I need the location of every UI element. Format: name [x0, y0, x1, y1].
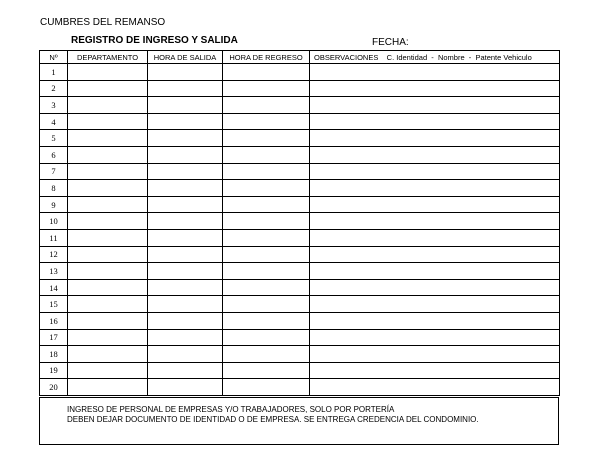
row-number: 13 — [40, 263, 68, 280]
return-time-cell[interactable] — [223, 80, 310, 97]
observations-cell[interactable] — [310, 213, 560, 230]
date-label: FECHA: — [372, 37, 409, 48]
observations-cell[interactable] — [310, 146, 560, 163]
table-row — [40, 213, 560, 230]
column-header-return-time: HORA DE REGRESO — [223, 51, 310, 64]
observations-cell[interactable] — [310, 296, 560, 313]
department-cell[interactable] — [68, 246, 148, 263]
observations-cell[interactable] — [310, 362, 560, 379]
row-number: 19 — [40, 362, 68, 379]
department-cell[interactable] — [68, 379, 148, 396]
table-row — [40, 263, 560, 280]
table-row — [40, 379, 560, 396]
return-time-cell[interactable] — [223, 379, 310, 396]
return-time-cell[interactable] — [223, 196, 310, 213]
organization-name: CUMBRES DEL REMANSO — [40, 17, 166, 28]
observations-cell[interactable] — [310, 312, 560, 329]
department-cell[interactable] — [68, 64, 148, 81]
exit-time-cell[interactable] — [148, 329, 223, 346]
return-time-cell[interactable] — [223, 312, 310, 329]
exit-time-cell[interactable] — [148, 64, 223, 81]
row-number: 2 — [40, 80, 68, 97]
row-number: 11 — [40, 229, 68, 246]
exit-time-cell[interactable] — [148, 213, 223, 230]
row-number: 9 — [40, 196, 68, 213]
exit-time-cell[interactable] — [148, 362, 223, 379]
table-row — [40, 312, 560, 329]
department-cell[interactable] — [68, 329, 148, 346]
observations-cell[interactable] — [310, 196, 560, 213]
observations-cell[interactable] — [310, 80, 560, 97]
row-number: 1 — [40, 64, 68, 81]
row-number: 20 — [40, 379, 68, 396]
department-cell[interactable] — [68, 146, 148, 163]
observations-cell[interactable] — [310, 113, 560, 130]
observations-cell[interactable] — [310, 130, 560, 147]
exit-time-cell[interactable] — [148, 163, 223, 180]
department-cell[interactable] — [68, 163, 148, 180]
return-time-cell[interactable] — [223, 113, 310, 130]
footer-line-2: DEBEN DEJAR DOCUMENTO DE IDENTIDAD O DE EMPRESA. SE ENTREGA CREDENCIA DEL CONDOMINIO. — [67, 414, 479, 424]
row-number: 18 — [40, 346, 68, 363]
department-cell[interactable] — [68, 362, 148, 379]
observations-cell[interactable] — [310, 279, 560, 296]
exit-time-cell[interactable] — [148, 229, 223, 246]
form-title: REGISTRO DE INGRESO Y SALIDA — [71, 35, 238, 46]
return-time-cell[interactable] — [223, 329, 310, 346]
table-row — [40, 229, 560, 246]
exit-time-cell[interactable] — [148, 97, 223, 114]
table-row — [40, 80, 560, 97]
table-row — [40, 362, 560, 379]
table-row — [40, 329, 560, 346]
department-cell[interactable] — [68, 312, 148, 329]
exit-time-cell[interactable] — [148, 180, 223, 197]
department-cell[interactable] — [68, 80, 148, 97]
return-time-cell[interactable] — [223, 64, 310, 81]
department-cell[interactable] — [68, 180, 148, 197]
table-row — [40, 97, 560, 114]
return-time-cell[interactable] — [223, 146, 310, 163]
row-number: 10 — [40, 213, 68, 230]
register-table — [39, 50, 560, 396]
observations-cell[interactable] — [310, 229, 560, 246]
table-row — [40, 113, 560, 130]
observations-label: OBSERVACIONES — [314, 52, 379, 62]
exit-time-cell[interactable] — [148, 312, 223, 329]
table-row — [40, 180, 560, 197]
return-time-cell[interactable] — [223, 246, 310, 263]
row-number: 15 — [40, 296, 68, 313]
table-row — [40, 146, 560, 163]
row-number: 3 — [40, 97, 68, 114]
return-time-cell[interactable] — [223, 130, 310, 147]
exit-time-cell[interactable] — [148, 296, 223, 313]
department-cell[interactable] — [68, 263, 148, 280]
department-cell[interactable] — [68, 196, 148, 213]
row-number: 6 — [40, 146, 68, 163]
row-number: 5 — [40, 130, 68, 147]
observations-cell[interactable] — [310, 379, 560, 396]
row-number: 8 — [40, 180, 68, 197]
column-header-number: Nº — [40, 51, 68, 64]
department-cell[interactable] — [68, 113, 148, 130]
row-number: 17 — [40, 329, 68, 346]
exit-time-cell[interactable] — [148, 113, 223, 130]
department-cell[interactable] — [68, 97, 148, 114]
observations-cell[interactable] — [310, 346, 560, 363]
department-cell[interactable] — [68, 130, 148, 147]
exit-time-cell[interactable] — [148, 130, 223, 147]
department-cell[interactable] — [68, 346, 148, 363]
observations-cell[interactable] — [310, 163, 560, 180]
return-time-cell[interactable] — [223, 163, 310, 180]
return-time-cell[interactable] — [223, 346, 310, 363]
exit-time-cell[interactable] — [148, 196, 223, 213]
table-row — [40, 64, 560, 81]
column-header-observations — [310, 51, 560, 64]
exit-time-cell[interactable] — [148, 379, 223, 396]
return-time-cell[interactable] — [223, 229, 310, 246]
observations-cell[interactable] — [310, 64, 560, 81]
department-cell[interactable] — [68, 213, 148, 230]
observations-cell[interactable] — [310, 180, 560, 197]
observations-cell[interactable] — [310, 263, 560, 280]
return-time-cell[interactable] — [223, 279, 310, 296]
table-row — [40, 279, 560, 296]
table-row — [40, 346, 560, 363]
table-row — [40, 296, 560, 313]
department-cell[interactable] — [68, 279, 148, 296]
return-time-cell[interactable] — [223, 213, 310, 230]
footer-line-1: INGRESO DE PERSONAL DE EMPRESAS Y/O TRABAJADORES, SOLO POR PORTERÍA — [67, 405, 395, 414]
exit-time-cell[interactable] — [148, 246, 223, 263]
table-body — [40, 64, 560, 396]
table-header-row — [40, 51, 560, 64]
exit-time-cell[interactable] — [148, 80, 223, 97]
observations-detail: C. Identidad - Nombre - Patente Vehiculo — [386, 52, 532, 62]
column-header-exit-time: HORA DE SALIDA — [148, 51, 223, 64]
exit-time-cell[interactable] — [148, 263, 223, 280]
exit-time-cell[interactable] — [148, 279, 223, 296]
observations-cell[interactable] — [310, 246, 560, 263]
return-time-cell[interactable] — [223, 97, 310, 114]
return-time-cell[interactable] — [223, 180, 310, 197]
department-cell[interactable] — [68, 296, 148, 313]
table-row — [40, 246, 560, 263]
table-row — [40, 163, 560, 180]
exit-time-cell[interactable] — [148, 346, 223, 363]
row-number: 7 — [40, 163, 68, 180]
row-number: 12 — [40, 246, 68, 263]
exit-time-cell[interactable] — [148, 146, 223, 163]
observations-cell[interactable] — [310, 329, 560, 346]
row-number: 14 — [40, 279, 68, 296]
column-header-department: DEPARTAMENTO — [68, 51, 148, 64]
return-time-cell[interactable] — [223, 263, 310, 280]
row-number: 4 — [40, 113, 68, 130]
return-time-cell[interactable] — [223, 362, 310, 379]
table-row — [40, 130, 560, 147]
row-number: 16 — [40, 312, 68, 329]
return-time-cell[interactable] — [223, 296, 310, 313]
table-row — [40, 196, 560, 213]
observations-cell[interactable] — [310, 97, 560, 114]
department-cell[interactable] — [68, 229, 148, 246]
footer-notice — [39, 397, 559, 445]
